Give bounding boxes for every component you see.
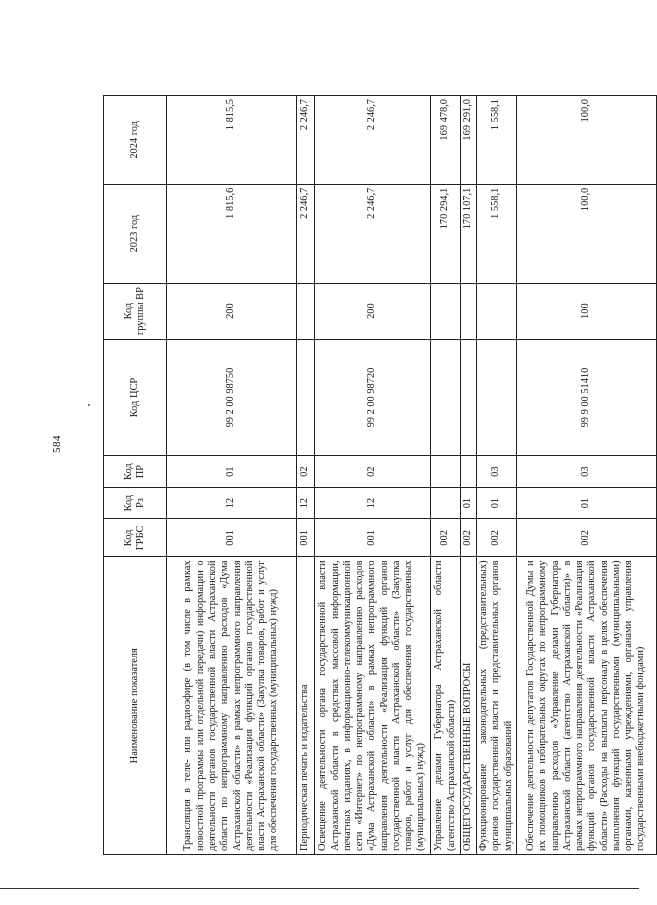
header-2024: 2024 год: [104, 96, 167, 185]
cell-pr: 03: [516, 456, 656, 487]
header-grbs: Код ГРБС: [104, 519, 167, 557]
cell-name: Трансляция в теле- или радиоэфире (в том числе в рамках новостной программы или отдельной передачи) информации о деятельности органов государственной власти Астраханской области по непрограммному направлению расходов «Дума Астраханской области» в рамках непрограммного направления деятельности «Реализация функций органов государственной власти Астраханской области» (Закупка товаров, работ и услуг для обеспечения государственных (муниципальных) нужд): [167, 557, 297, 855]
cell-2023: 1 558,1: [477, 184, 517, 283]
budget-table: [103, 95, 657, 855]
cell-2023: 170 294,1: [431, 184, 461, 283]
cell-rz: 01: [516, 487, 656, 518]
table-row: [477, 96, 517, 855]
cell-name: Функционирование законодательных (представительных) органов государственной власти и представительных органов муниципальных образований: [477, 557, 517, 855]
cell-name: Периодическая печать и издательства: [297, 557, 315, 855]
cell-grbs: 002: [461, 519, 477, 557]
cell-vr: 200: [167, 283, 297, 339]
table-row: [297, 96, 315, 855]
header-name: Наименование показателя: [104, 557, 167, 855]
cell-csr: 99 9 00 51410: [516, 339, 656, 456]
cell-2024: 1 815,5: [167, 96, 297, 185]
cell-vr: [461, 283, 477, 339]
cell-grbs: 002: [516, 519, 656, 557]
cell-vr: [477, 283, 517, 339]
cell-grbs: 002: [477, 519, 517, 557]
table-row: [461, 96, 477, 855]
cell-csr: [461, 339, 477, 456]
cell-2024: 2 246,7: [315, 96, 431, 185]
cell-pr: [431, 456, 461, 487]
cell-grbs: 001: [167, 519, 297, 557]
cell-name: ОБЩЕГОСУДАРСТВЕННЫЕ ВОПРОСЫ: [461, 557, 477, 855]
table-row: [315, 96, 431, 855]
cell-2024: 100,0: [516, 96, 656, 185]
cell-pr: 03: [477, 456, 517, 487]
cell-grbs: 001: [315, 519, 431, 557]
cell-rz: 12: [297, 487, 315, 518]
cell-rz: 01: [477, 487, 517, 518]
cell-csr: 99 2 00 98750: [167, 339, 297, 456]
cell-2023: 2 246,7: [315, 184, 431, 283]
cell-csr: 99 2 00 98720: [315, 339, 431, 456]
header-2023: 2023 год: [104, 184, 167, 283]
cell-grbs: 001: [297, 519, 315, 557]
header-csr: Код ЦСР: [104, 339, 167, 456]
page-bottom-rule: [0, 888, 639, 889]
cell-vr: [431, 283, 461, 339]
cell-2023: 2 246,7: [297, 184, 315, 283]
cell-vr: [297, 283, 315, 339]
cell-csr: [431, 339, 461, 456]
cell-2024: 1 558,1: [477, 96, 517, 185]
cell-vr: 200: [315, 283, 431, 339]
cell-2023: 100,0: [516, 184, 656, 283]
cell-name: Обеспечение деятельности депутатов Государственной Думы и их помощников в избирательных округах по непрограммному направлению расходов «Управление делами Губернатора Астраханской области (агентство Астраханской области)» в рамках непрограммного направления деятельности «Реализация функций органов государственной власти Астраханской области» (Расходы на выплаты персоналу в целях обеспечения выполнения функций государственными (муниципальными) органами, казенными учреждениями, органами управления государственными внебюджетными фондами): [516, 557, 656, 855]
cell-grbs: 002: [431, 519, 461, 557]
cell-pr: 02: [297, 456, 315, 487]
table-header: [104, 96, 167, 855]
header-pr: Код ПР: [104, 456, 167, 487]
cell-2023: 170 107,1: [461, 184, 477, 283]
table-row: [167, 96, 297, 855]
cell-rz: [431, 487, 461, 518]
page-number: 584: [51, 435, 63, 453]
cell-pr: [461, 456, 477, 487]
cell-2024: 2 246,7: [297, 96, 315, 185]
header-rz: Код Рз: [104, 487, 167, 518]
cell-csr: [297, 339, 315, 456]
header-vr: Код группы ВР: [104, 283, 167, 339]
cell-2023: 1 815,6: [167, 184, 297, 283]
scan-speck: [88, 404, 90, 406]
cell-vr: 100: [516, 283, 656, 339]
budget-table-rotated: [103, 95, 647, 855]
cell-name: Управление делами Губернатора Астраханской области (агентство Астраханской области): [431, 557, 461, 855]
table-row: [516, 96, 656, 855]
cell-2024: 169 291,0: [461, 96, 477, 185]
cell-pr: 02: [315, 456, 431, 487]
cell-rz: 01: [461, 487, 477, 518]
cell-pr: 01: [167, 456, 297, 487]
cell-csr: [477, 339, 517, 456]
cell-name: Освещение деятельности органа государственной власти Астраханской области в средствах массовой информации, печатных изданиях, в информационно-телекоммуникационной сети «Интернет» по непрограммному направлению расходов «Дума Астраханской области» в рамках непрограммного направления деятельности «Реализация функций органов государственной власти Астраханской области» (Закупка товаров, работ и услуг для обеспечения государственных (муниципальных) нужд): [315, 557, 431, 855]
cell-rz: 12: [315, 487, 431, 518]
table-row: [431, 96, 461, 855]
cell-rz: 12: [167, 487, 297, 518]
cell-2024: 169 478,0: [431, 96, 461, 185]
